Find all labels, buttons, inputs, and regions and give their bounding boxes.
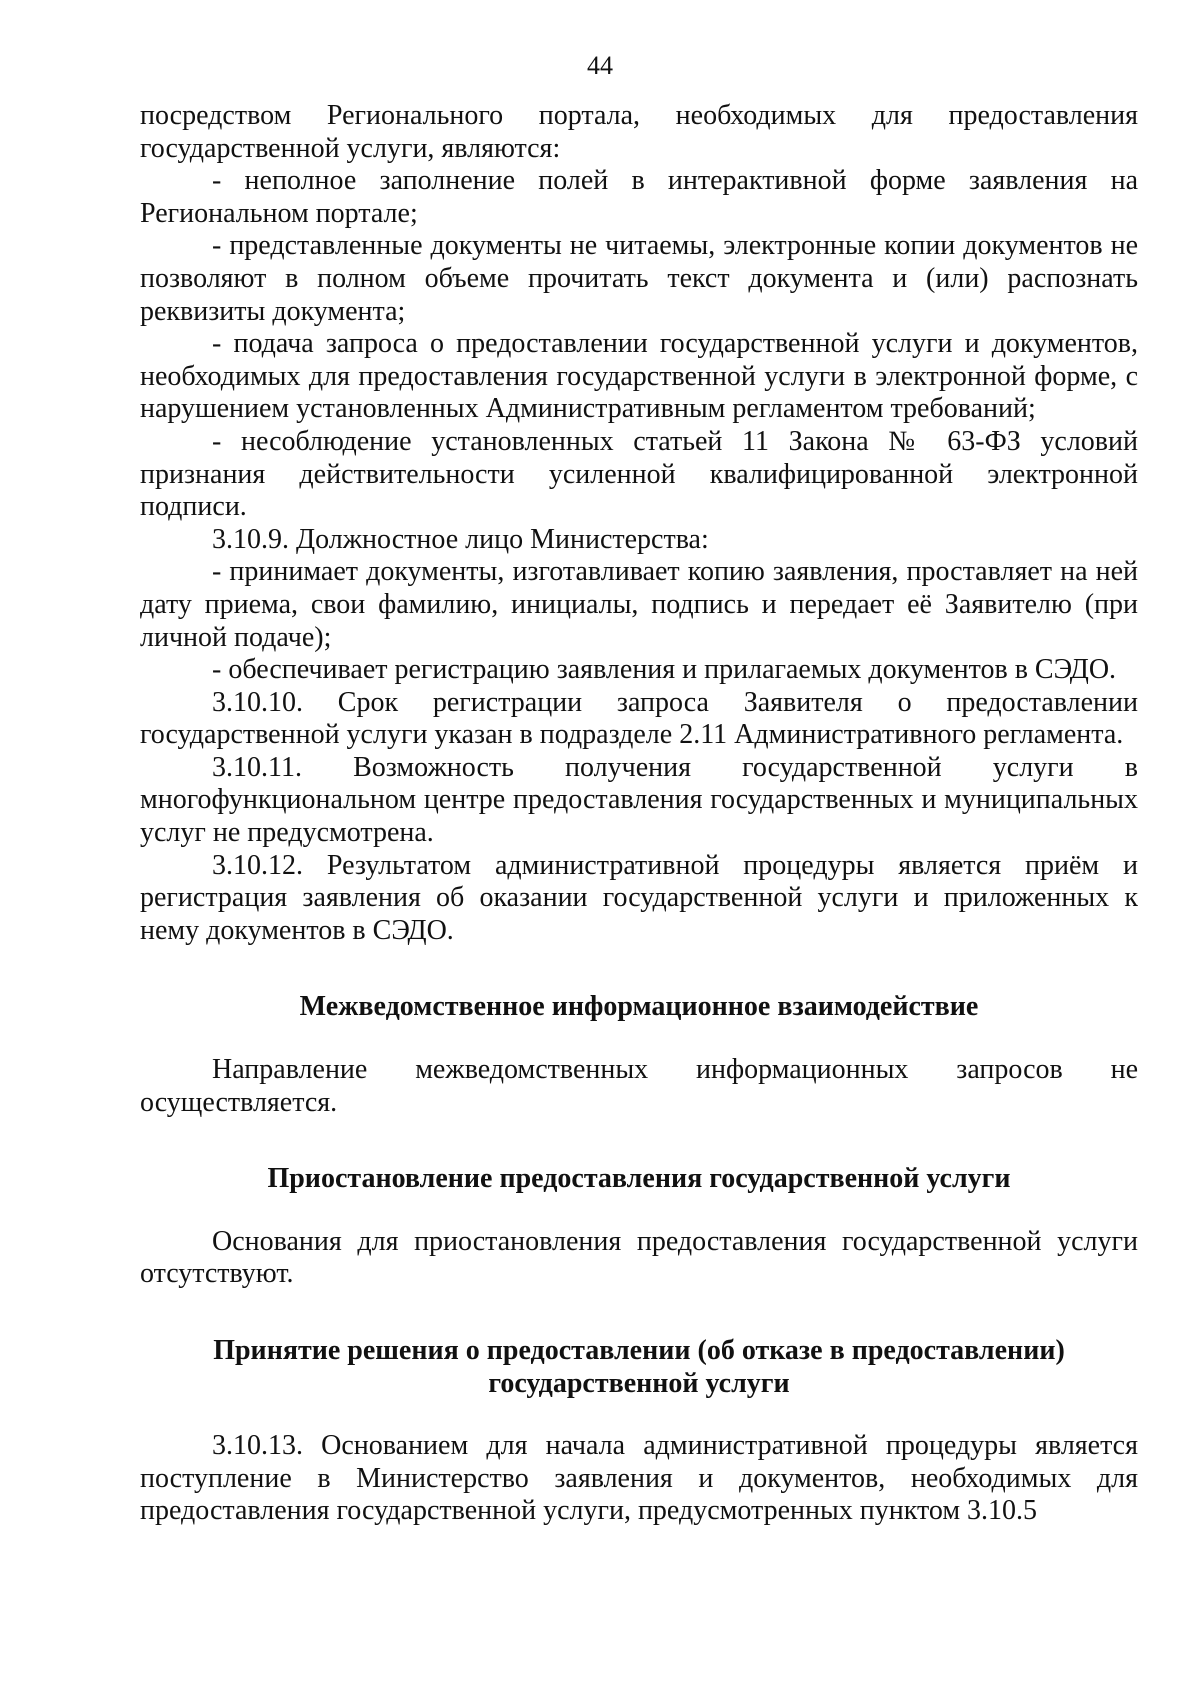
list-item: - представленные документы не читаемы, электронные копии документов не позволяют в полном объеме прочитать текст документа и (или) распознать реквизиты документа;: [140, 230, 1138, 327]
document-body: [140, 100, 1138, 1528]
spacer: [140, 947, 1138, 991]
section-text-suspension: Основания для приостановления предоставления государственной услуги отсутствуют.: [140, 1225, 1138, 1290]
clause-3-10-10: 3.10.10. Срок регистрации запроса Заявителя о предоставлении государственной услуги указан в подразделе 2.11 Административного регламента.: [140, 686, 1138, 751]
paragraph-intro: посредством Регионального портала, необходимых для предоставления государственной услуги, являются:: [140, 100, 1138, 164]
section-text-interagency: Направление межведомственных информационных запросов не осуществляется.: [140, 1054, 1138, 1118]
list-item: - принимает документы, изготавливает копию заявления, проставляет на ней дату приема, свои фамилию, инициалы, подпись и передает её Заявителю (при личной подаче);: [140, 556, 1138, 653]
section-heading-decision-line2: государственной услуги: [488, 1367, 790, 1399]
list-item: - подача запроса о предоставлении государственной услуги и документов, необходимых для предоставления государственной услуги в электронной форме, с нарушением установленных Административным регламентом требований;: [140, 328, 1138, 425]
spacer: [140, 1196, 1138, 1226]
clause-3-10-11: 3.10.11. Возможность получения государственной услуги в многофункциональном центре предоставления государственных и муниципальных услуг не предусмотрена.: [140, 751, 1138, 849]
spacer: [140, 1119, 1138, 1163]
clause-3-10-13: 3.10.13. Основанием для начала административной процедуры является поступление в Министерство заявления и документов, необходимых для предоставления государственной услуги, предусмотренных пунктом 3.10.5: [140, 1430, 1138, 1527]
list-item: - неполное заполнение полей в интерактивной форме заявления на Региональном портале;: [140, 165, 1138, 229]
section-heading-decision-line1: Принятие решения о предоставлении (об отказе в предоставлении): [213, 1335, 1065, 1366]
section-heading-suspension: Приостановление предоставления государственной услуги: [267, 1163, 1011, 1195]
spacer: [140, 1291, 1138, 1335]
clause-3-10-12: 3.10.12. Результатом административной процедуры является приём и регистрация заявления об оказании государственной услуги и приложенных к нему документов в СЭДО.: [140, 849, 1138, 946]
list-item: - обеспечивает регистрацию заявления и прилагаемых документов в СЭДО.: [212, 654, 1117, 686]
page-number: 44: [587, 51, 613, 80]
clause-3-10-9: 3.10.9. Должностное лицо Министерства:: [212, 523, 709, 555]
section-heading-decision: [140, 1335, 1138, 1400]
spacer: [140, 1024, 1138, 1054]
spacer: [140, 1400, 1138, 1430]
section-heading-interagency: Межведомственное информационное взаимодействие: [299, 991, 979, 1023]
list-item: - несоблюдение установленных статьей 11 Закона № 63-ФЗ условий признания действительности усиленной квалифицированной электронной подписи.: [140, 425, 1138, 523]
